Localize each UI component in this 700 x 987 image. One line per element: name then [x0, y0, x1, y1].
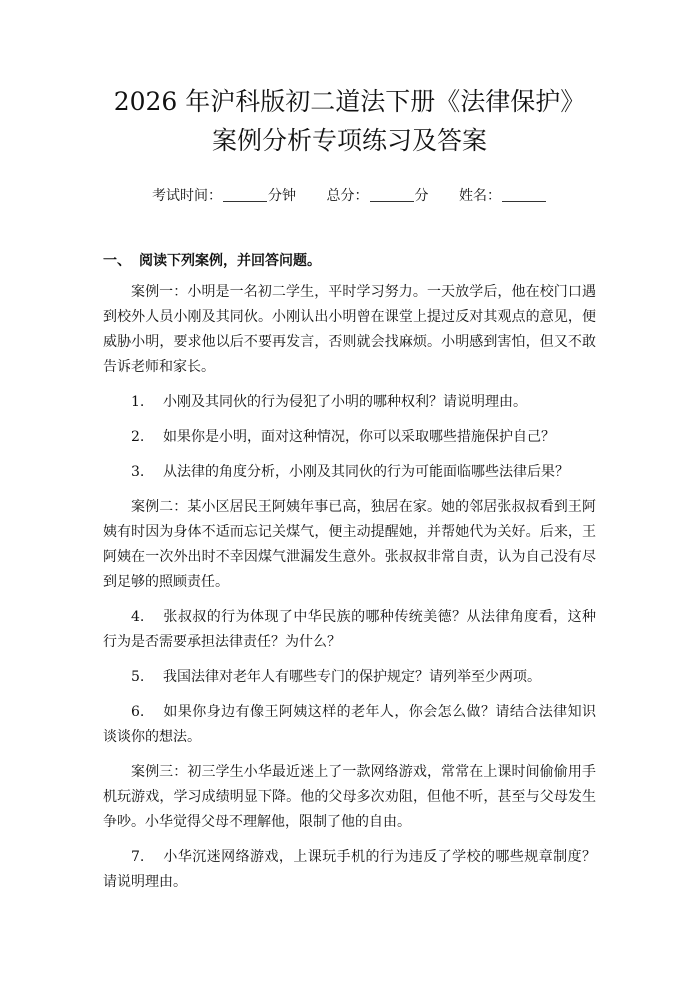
document-page [0, 82, 700, 987]
question-item [103, 700, 596, 750]
exam-time-blank [223, 187, 267, 202]
exam-info [103, 186, 596, 206]
total-score-blank [370, 187, 414, 202]
question-item [103, 460, 596, 485]
case-paragraph: 案例一：小明是一名初二学生，平时学习努力。一天放学后，他在校门口遇到校外人员小刚及其同伙。小刚认出小明曾在课堂上提过反对其观点的意见，便威胁小明，要求他以后不要再发言，否则就会找麻烦。小明感到害怕，但又不敢告诉老师和家长。 [103, 284, 596, 375]
section-heading [103, 250, 596, 272]
case-paragraph: 案例三：初三学生小华最近迷上了一款网络游戏，常常在上课时间偷偷用手机玩游戏，学习成绩明显下降。他的父母多次劝阻，但他不听，甚至与父母发生争吵。小华觉得父母不理解他，限制了他的自由。 [103, 764, 596, 830]
question-number: 5. [131, 669, 145, 685]
student-name [459, 186, 547, 206]
section-title: 阅读下列案例，并回答问题。 [139, 253, 321, 269]
question-number: 7. [131, 849, 145, 865]
question-number: 2. [131, 429, 145, 445]
case-paragraph: 案例二：某小区居民王阿姨年事已高，独居在家。她的邻居张叔叔看到王阿姨有时因为身体不适而忘记关煤气，便主动提醒她，并帮她代为关好。后来，王阿姨在一次外出时不幸因煤气泄漏发生意外。张叔叔非常自责，认为自己没有尽到足够的照顾责任。 [103, 499, 596, 590]
student-name-blank [502, 187, 546, 202]
question-item [103, 665, 596, 690]
exam-time [152, 186, 296, 206]
question-text: 如果你身边有像王阿姨这样的老年人，你会怎么做？请结合法律知识谈谈你的想法。 [103, 704, 596, 745]
page-title: 2026 年沪科版初二道法下册《法律保护》案例分析专项练习及答案 [113, 87, 586, 155]
section-number: 一、 [103, 253, 131, 269]
total-score [327, 186, 429, 206]
question-item [103, 425, 596, 450]
question-text: 从法律的角度分析，小刚及其同伙的行为可能面临哪些法律后果？ [163, 464, 569, 480]
question-number: 4. [131, 609, 145, 625]
exam-time-unit: 分钟 [268, 188, 297, 204]
question-text: 我国法律对老年人有哪些专门的保护规定？请列举至少两项。 [163, 669, 541, 685]
student-name-label: 姓名： [458, 188, 501, 204]
total-score-label: 总分： [326, 188, 369, 204]
question-text: 小华沉迷网络游戏，上课玩手机的行为违反了学校的哪些规章制度？请说明理由。 [103, 849, 596, 890]
question-item [103, 605, 596, 655]
question-number: 6. [131, 704, 145, 720]
question-item [103, 845, 596, 895]
question-text: 小刚及其同伙的行为侵犯了小明的哪种权利？请说明理由。 [163, 394, 527, 410]
question-number: 3. [131, 464, 145, 480]
question-number: 1. [131, 394, 145, 410]
question-text: 如果你是小明，面对这种情况，你可以采取哪些措施保护自己？ [163, 429, 555, 445]
total-score-unit: 分 [414, 188, 429, 204]
question-item [103, 390, 596, 415]
exam-time-label: 考试时间： [152, 188, 223, 204]
question-text: 张叔叔的行为体现了中华民族的哪种传统美德？从法律角度看，这种行为是否需要承担法律责任？为什么？ [103, 609, 596, 650]
